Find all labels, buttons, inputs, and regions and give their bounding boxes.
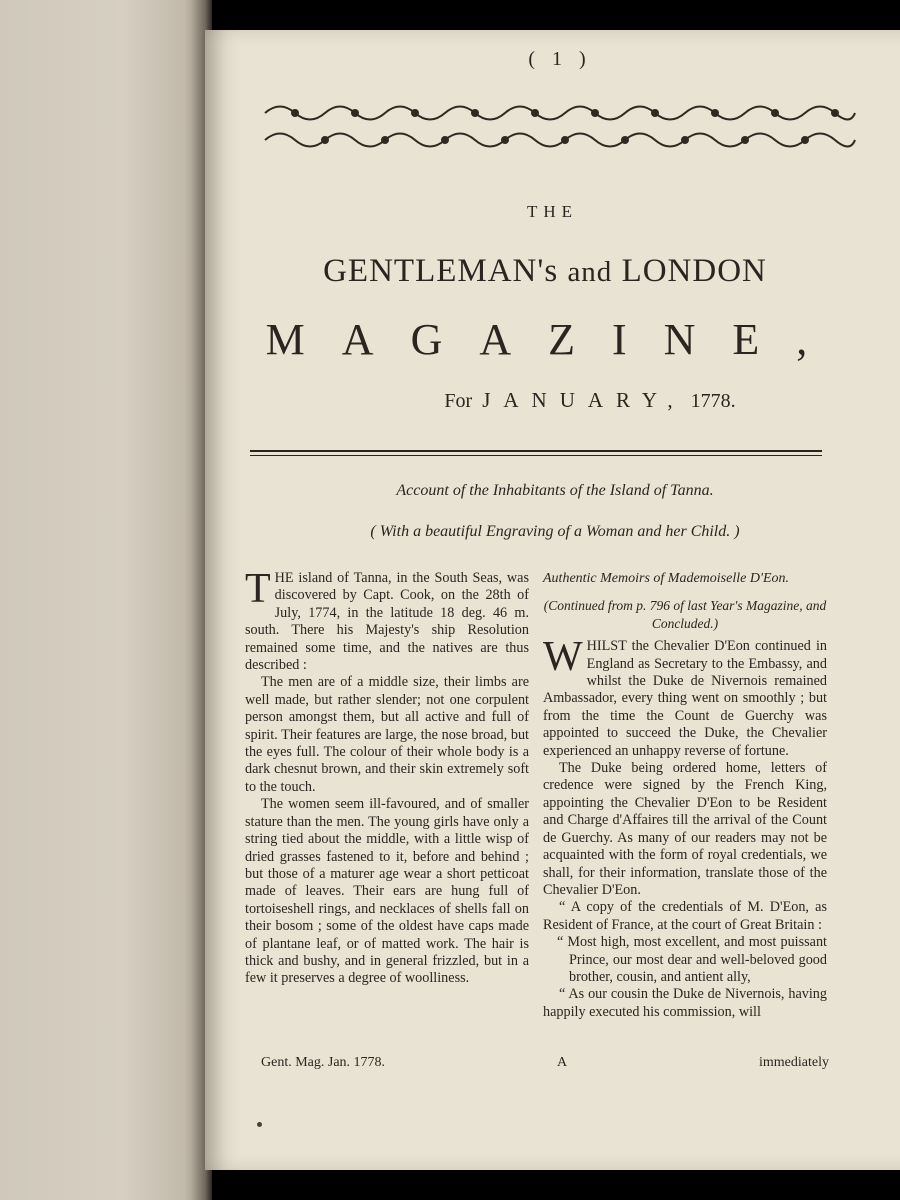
ink-blemish — [257, 1122, 262, 1127]
left-column — [245, 566, 529, 988]
article2-paragraph-2: The Duke being ordered home, letters of credence were signed by the French King, appointing the Chevalier D'Eon to be Resident and Charge d'Affaires till the arrival of the Count de Guerchy. As many of our readers may not be acquainted with the form of royal credentials, we shall, for their information, translate those of the Chevalier D'Eon. — [543, 760, 827, 898]
masthead-and: and — [567, 256, 613, 288]
masthead-gentlemans: GENTLEMAN's — [323, 253, 559, 289]
signature-mark: A — [557, 1055, 568, 1070]
signature-line: Gent. Mag. Jan. 1778. — [261, 1055, 386, 1070]
article1-subtitle: ( With a beautiful Engraving of a Woman and her Child. ) — [370, 523, 740, 540]
masthead-magazine: MAGAZINE, — [265, 315, 845, 364]
article2-p1-text: HILST the Chevalier D'Eon continued in England as Secretary to the Embassy, and whilst the Duke de Nivernois remained Ambassador, every thing went on smoothly ; but from the time the Count de Guerchy was appointed to succeed the Duke, the Chevalier experienced an unhappy reverse of fortune. — [543, 638, 827, 759]
article2-paragraph-1 — [543, 634, 827, 760]
article2-quote-2: “ As our cousin the Duke de Nivernois, having happily executed his commission, will — [543, 986, 827, 1020]
article1-paragraph-1 — [245, 566, 529, 674]
dropcap-w: W — [543, 634, 583, 681]
dropcap-t: T — [245, 566, 271, 612]
article1-paragraph-3: The women seem ill-favoured, and of smaller stature than the men. The young girls have only a string tied about the middle, with a little wisp of dried grasses fastened to it, before and behind ; but those of a maturer age wear a short petticoat made of leaves. Their ears are hung full of tortoiseshell rings, and necklaces of shells fall on their bosom ; some of the oldest have caps made of plantane leaf, or of matted work. The hair is thick and bushy, and in general frizzled, but in a few it preserves a degree of woolliness. — [245, 796, 529, 987]
article1-title: Account of the Inhabitants of the Island of Tanna. — [396, 482, 714, 499]
catchword: immediately — [759, 1055, 829, 1070]
facing-page — [0, 0, 205, 1200]
heavy-rule — [250, 450, 822, 452]
article2-quote-1: “ Most high, most excellent, and most puissant Prince, our most dear and well-beloved good brother, cousin, and antient ally, — [557, 934, 827, 985]
masthead-year: 1778. — [690, 390, 736, 412]
article2-subtitle: (Continued from p. 796 of last Year's Magazine, and Concluded.) — [543, 598, 827, 631]
thin-rule — [250, 455, 822, 456]
article1-paragraph-2: The men are of a middle size, their limbs are well made, but rather slender; not one corpulent person amongst them, but all active and full of spirit. Their features are large, the nose broad, but the eyes full. The colour of their whole body is a dark chesnut brown, and their skin extremely soft to the touch. — [245, 674, 529, 795]
masthead-london: LONDON — [621, 253, 767, 289]
page-number: ( 1 ) — [528, 48, 592, 70]
footer-marks — [557, 1055, 829, 1071]
right-column — [543, 570, 827, 1021]
masthead-for: For — [444, 390, 473, 412]
masthead-the: THE — [526, 202, 579, 221]
magazine-page — [205, 30, 900, 1170]
masthead-month: JANUARY, — [482, 388, 686, 412]
article2-title: Authentic Memoirs of Mademoiselle D'Eon. — [543, 571, 789, 586]
floral-ornament-band-icon — [260, 98, 860, 158]
masthead-date-line — [365, 388, 815, 413]
article1-p1-text: HE island of Tanna, in the South Seas, was discovered by Capt. Cook, on the 28th of July, 1774, in the latitude 18 deg. 46 m. south. There his Majesty's ship Resolution remained some time, and the natives are thus described : — [245, 570, 529, 674]
article2-paragraph-3: “ A copy of the credentials of M. D'Eon, as Resident of France, at the court of Great Britain : — [543, 899, 827, 933]
masthead-line1 — [245, 253, 845, 290]
